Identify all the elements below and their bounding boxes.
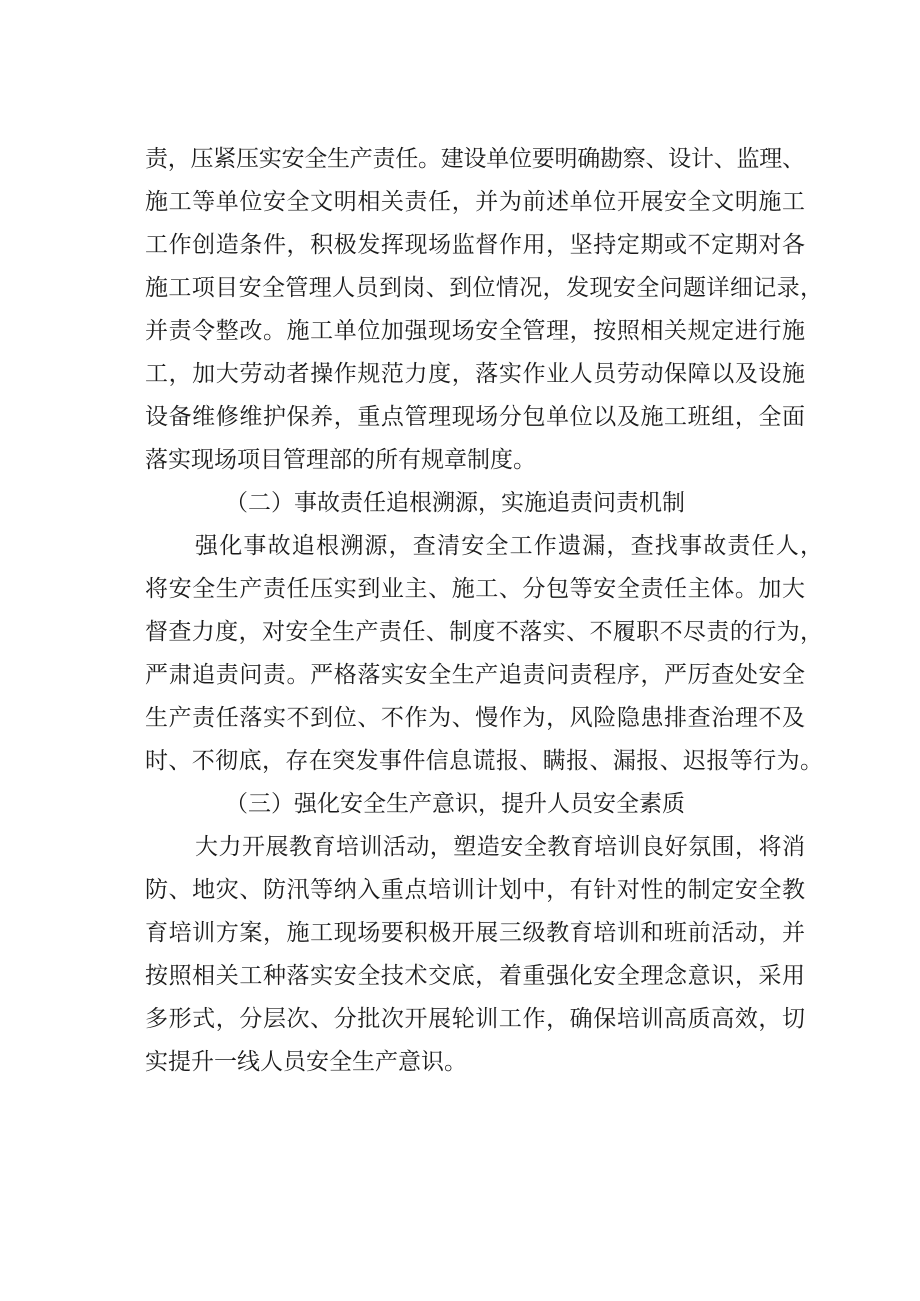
text-line: 并责令整改。施工单位加强现场安全管理，按照相关规定进行施 <box>145 318 806 344</box>
document-page <box>145 138 825 1084</box>
text-line: 实提升一线人员安全生产意识。 <box>145 1049 467 1075</box>
text-line: 施工项目安全管理人员到岗、到位情况，发现安全问题详细记录， <box>145 275 824 301</box>
section-heading-2: （二）事故责任追根溯源，实施追责问责机制 <box>225 490 685 516</box>
text-line: 防、地灾、防汛等纳入重点培训计划中，有针对性的制定安全教 <box>145 877 806 903</box>
text-line: 督查力度，对安全生产责任、制度不落实、不履职不尽责的行为， <box>145 619 824 645</box>
text-line: 工，加大劳动者操作规范力度，落实作业人员劳动保障以及设施 <box>145 361 806 387</box>
text-line: 按照相关工种落实安全技术交底，着重强化安全理念意识，采用 <box>145 963 806 989</box>
text-line: 严肃追责问责。严格落实安全生产追责问责程序，严厉查处安全 <box>145 662 806 688</box>
text-line: 强化事故追根溯源，查清安全工作遗漏，查找事故责任人， <box>195 533 825 559</box>
text-line: 多形式，分层次、分批次开展轮训工作，确保培训高质高效，切 <box>145 1006 806 1032</box>
text-line: 工作创造条件，积极发挥现场监督作用，坚持定期或不定期对各 <box>145 232 806 258</box>
text-line: 设备维修维护保养，重点管理现场分包单位以及施工班组，全面 <box>145 404 806 430</box>
text-line: 大力开展教育培训活动，塑造安全教育培训良好氛围，将消 <box>195 834 806 860</box>
text-line: 时、不彻底，存在突发事件信息谎报、瞒报、漏报、迟报等行为。 <box>145 748 824 774</box>
text-line: 施工等单位安全文明相关责任，并为前述单位开展安全文明施工 <box>145 189 806 215</box>
text-line: 育培训方案，施工现场要积极开展三级教育培训和班前活动，并 <box>145 920 806 946</box>
text-line: 落实现场项目管理部的所有规章制度。 <box>145 447 536 473</box>
text-line: 责，压紧压实安全生产责任。建设单位要明确勘察、设计、监理、 <box>145 146 805 172</box>
section-heading-3: （三）强化安全生产意识，提升人员安全素质 <box>225 791 685 817</box>
text-line: 将安全生产责任压实到业主、施工、分包等安全责任主体。加大 <box>145 576 806 602</box>
text-line: 生产责任落实不到位、不作为、慢作为，风险隐患排查治理不及 <box>145 705 806 731</box>
